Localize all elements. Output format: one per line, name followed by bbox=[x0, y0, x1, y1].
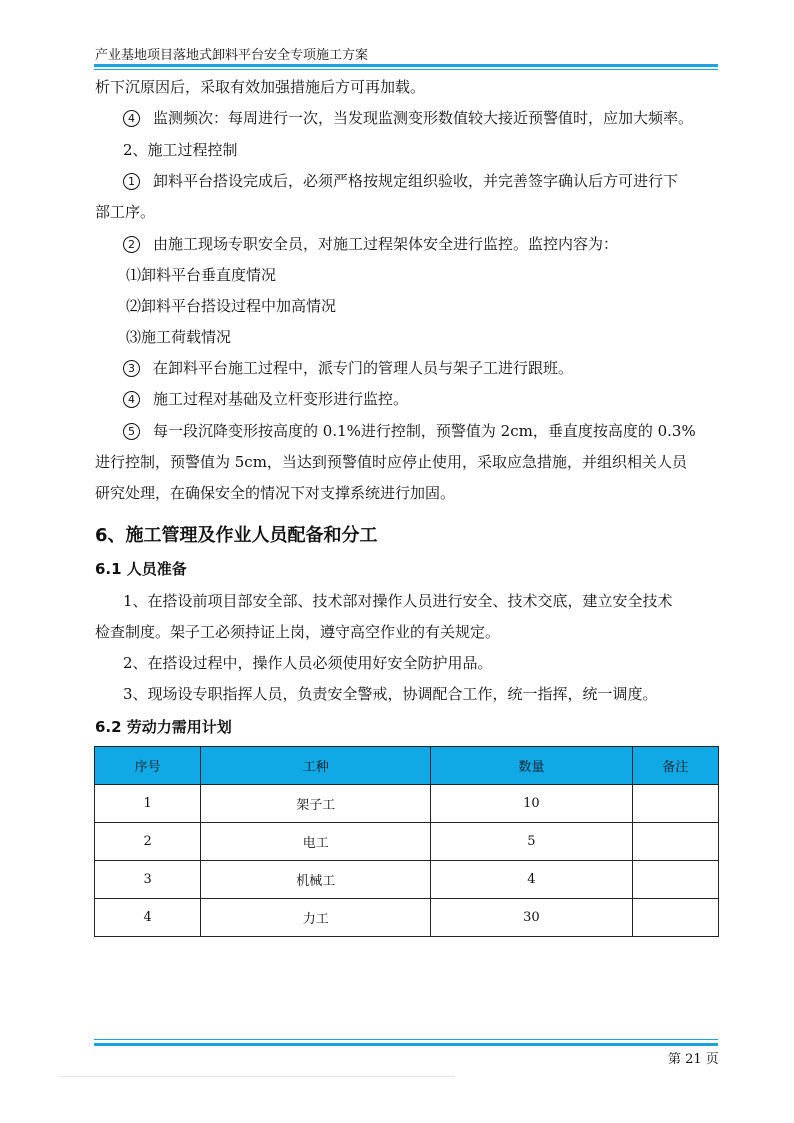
table-cell bbox=[632, 861, 718, 899]
circled-number-marker: 4 bbox=[123, 391, 140, 408]
circled-number-marker: 1 bbox=[123, 173, 140, 190]
body-line: 5 每一段沉降变形按高度的 0.1%进行控制，预警值为 2cm，垂直度按高度的 0.3% bbox=[123, 421, 748, 441]
table-cell: 4 bbox=[95, 899, 201, 937]
table-row bbox=[95, 899, 719, 937]
circled-number-marker: 5 bbox=[123, 423, 140, 440]
table-header-cell: 备注 bbox=[632, 747, 718, 785]
table-row bbox=[95, 823, 719, 861]
body-line: 部工序。 bbox=[95, 203, 156, 221]
table-cell: 4 bbox=[431, 861, 632, 899]
circled-number-marker: 4 bbox=[123, 110, 140, 127]
subsection-heading-6-1: 6.1 人员准备 bbox=[95, 560, 187, 578]
body-line: 2 由施工现场专职安全员，对施工过程架体安全进行监控。监控内容为： bbox=[123, 234, 748, 254]
header-rule-thin bbox=[94, 69, 718, 70]
page-number: 第 21 页 bbox=[668, 1052, 719, 1067]
table-cell: 3 bbox=[95, 861, 201, 899]
body-line: 检查制度。架子工必须持证上岗，遵守高空作业的有关规定。 bbox=[95, 623, 501, 641]
circled-number-marker: 3 bbox=[123, 360, 140, 377]
table-header-row bbox=[95, 747, 719, 785]
circled-number-marker: 2 bbox=[123, 236, 140, 253]
section-heading-6: 6、施工管理及作业人员配备和分工 bbox=[95, 525, 378, 546]
footer-rule-thick bbox=[94, 1043, 718, 1046]
subheading-construction-process-control: 2、施工过程控制 bbox=[123, 141, 238, 159]
header-rule-thick bbox=[94, 64, 718, 67]
table-header-cell: 序号 bbox=[95, 747, 201, 785]
table-cell bbox=[632, 899, 718, 937]
body-line: 3、现场设专职指挥人员，负责安全警戒，协调配合工作，统一指挥，统一调度。 bbox=[123, 685, 658, 703]
body-line: 进行控制，预警值为 5cm，当达到预警值时应停止使用，采取应急措施，并组织相关人员 bbox=[95, 453, 687, 471]
table-cell: 机械工 bbox=[201, 861, 431, 899]
body-line: 析下沉原因后，采取有效加强措施后方可再加载。 bbox=[95, 78, 426, 96]
table-header-cell: 数量 bbox=[431, 747, 632, 785]
table-cell bbox=[632, 785, 718, 823]
subsection-heading-6-2: 6.2 劳动力需用计划 bbox=[95, 718, 232, 736]
body-line: 1 卸料平台搭设完成后，必须严格按规定组织验收，并完善签字确认后方可进行下 bbox=[123, 171, 748, 191]
footer-rule-thin bbox=[94, 1039, 718, 1040]
table-row bbox=[95, 785, 719, 823]
footer-faint-divider bbox=[60, 1076, 455, 1077]
table-cell: 1 bbox=[95, 785, 201, 823]
table-cell: 2 bbox=[95, 823, 201, 861]
body-line: 2、在搭设过程中，操作人员必须使用好安全防护用品。 bbox=[123, 654, 493, 672]
table-cell: 力工 bbox=[201, 899, 431, 937]
monitor-item: ⑵卸料平台搭设过程中加高情况 bbox=[126, 297, 337, 315]
body-line: 1、在搭设前项目部安全部、技术部对操作人员进行安全、技术交底，建立安全技术 bbox=[123, 592, 673, 610]
body-line: 4 施工过程对基础及立杆变形进行监控。 bbox=[123, 389, 748, 409]
table-cell: 5 bbox=[431, 823, 632, 861]
body-line: 4 监测频次：每周进行一次，当发现监测变形数值较大接近预警值时，应加大频率。 bbox=[123, 108, 748, 128]
body-line: 研究处理，在确保安全的情况下对支撑系统进行加固。 bbox=[95, 484, 456, 502]
table-row bbox=[95, 861, 719, 899]
table-cell bbox=[632, 823, 718, 861]
table-cell: 30 bbox=[431, 899, 632, 937]
labor-plan-table bbox=[94, 746, 719, 937]
table-cell: 架子工 bbox=[201, 785, 431, 823]
table-cell: 10 bbox=[431, 785, 632, 823]
document-header-title: 产业基地项目落地式卸料平台安全专项施工方案 bbox=[95, 48, 369, 63]
table-header-cell: 工种 bbox=[201, 747, 431, 785]
table-cell: 电工 bbox=[201, 823, 431, 861]
monitor-item: ⑴卸料平台垂直度情况 bbox=[126, 266, 277, 284]
body-line: 3 在卸料平台施工过程中，派专门的管理人员与架子工进行跟班。 bbox=[123, 358, 748, 378]
monitor-item: ⑶施工荷载情况 bbox=[126, 328, 232, 346]
